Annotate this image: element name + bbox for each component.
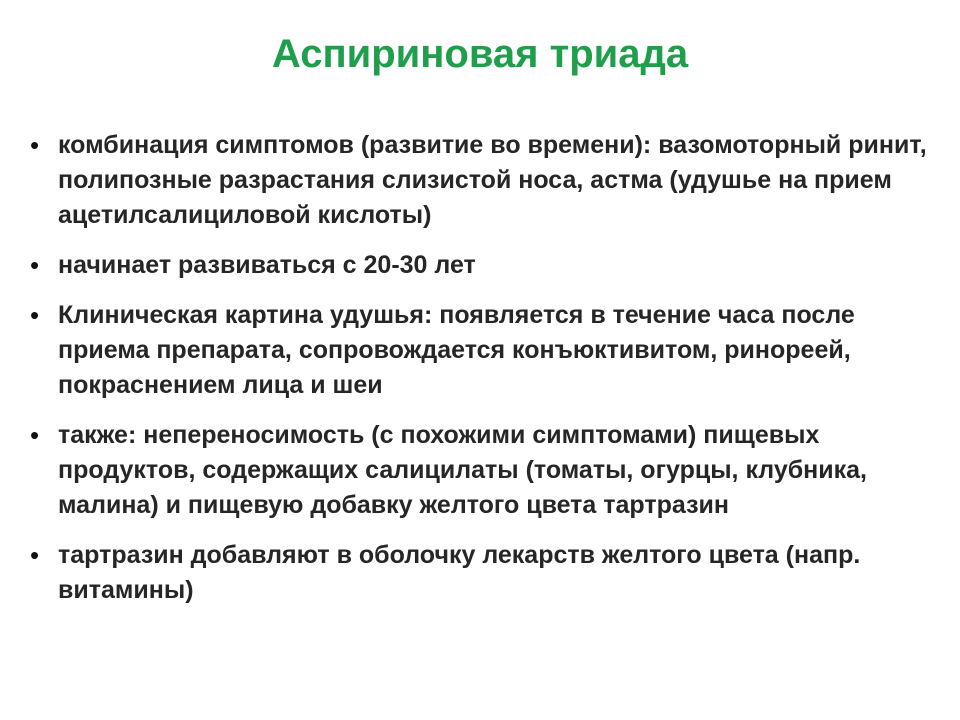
bullet-item-1 xyxy=(30,128,945,233)
bullet-marker: • xyxy=(30,130,40,160)
bullet-item-5 xyxy=(30,538,945,608)
bullet-marker: • xyxy=(30,420,40,450)
bullet-text-2: начинает развиваться с 20-30 лет xyxy=(58,251,476,279)
bullet-marker: • xyxy=(30,540,40,570)
bullet-text-1: комбинация симптомов (развитие во времени): вазомоторный ринит, полипозные разрастания слизистой носа, астма (удушье на прием ацетилсалициловой кислоты) xyxy=(58,131,927,229)
bullet-marker: • xyxy=(30,300,40,330)
bullet-item-2 xyxy=(30,248,945,283)
bullet-text-4: также: непереносимость (с похожими симптомами) пищевых продуктов, содержащих салицилаты (томаты, огурцы, клубника, малина) и пищевую добавку желтого цвета тартразин xyxy=(58,421,867,519)
bullet-text-5: тартразин добавляют в оболочку лекарств желтого цвета (напр. витамины) xyxy=(58,541,861,604)
bullet-item-3 xyxy=(30,298,945,403)
slide-title: Аспириновая триада xyxy=(271,32,689,76)
bullet-item-4 xyxy=(30,418,945,523)
bullet-list xyxy=(30,128,945,623)
bullet-marker: • xyxy=(30,250,40,280)
bullet-text-3: Клиническая картина удушья: появляется в течение часа после приема препарата, сопровождается конъюктивитом, ринореей, покраснением лица и шеи xyxy=(58,301,855,399)
